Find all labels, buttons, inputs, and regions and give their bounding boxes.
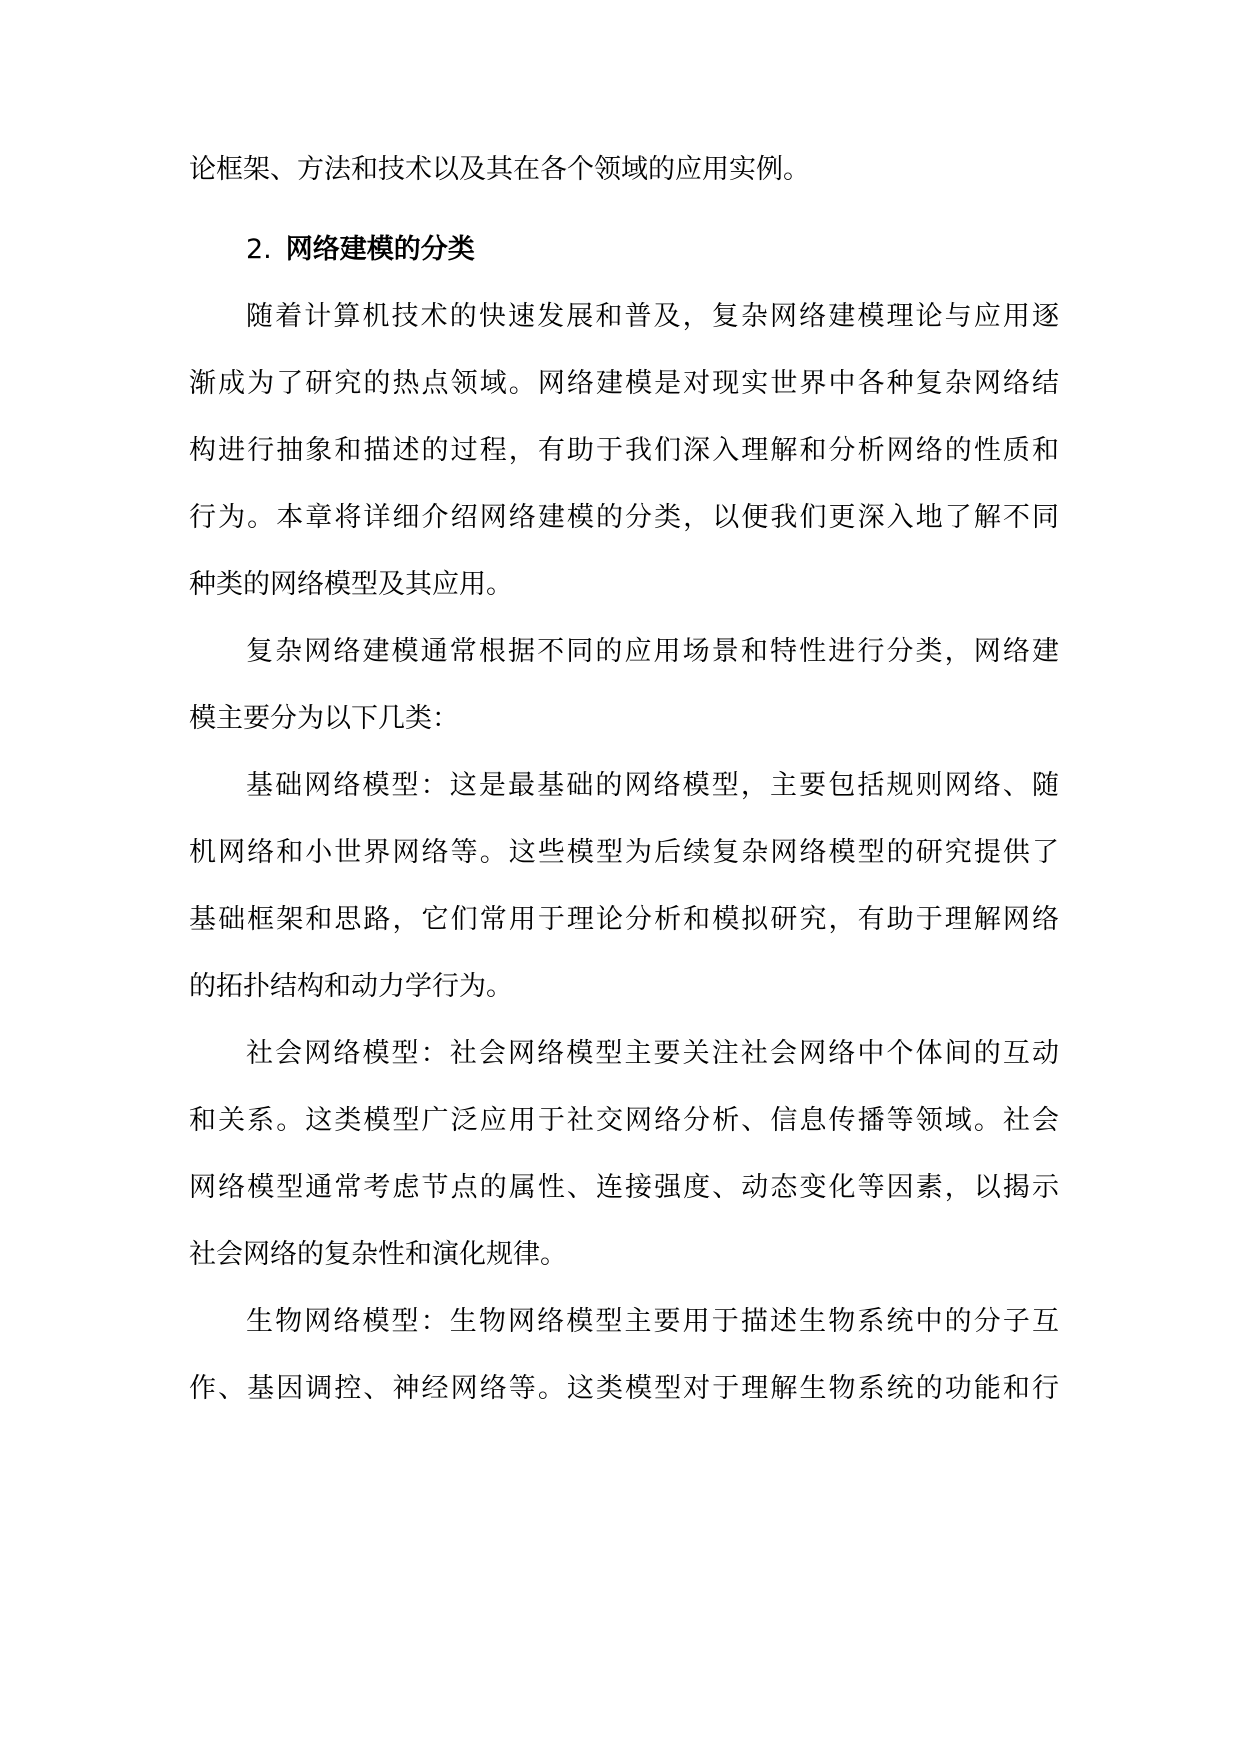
paragraph-line: 机网络和小世界网络等。这些模型为后续复杂网络模型的研究提供了 [189,837,1059,868]
paragraph-line: 和关系。这类模型广泛应用于社交网络分析、信息传播等领域。社会 [189,1105,1059,1136]
paragraph-line: 社会网络的复杂性和演化规律。 [189,1239,567,1270]
continuation-line: 论框架、方法和技术以及其在各个领域的应用实例。 [189,154,810,185]
paragraph-line: 基础框架和思路，它们常用于理论分析和模拟研究，有助于理解网络 [189,904,1059,935]
paragraph-line: 的拓扑结构和动力学行为。 [189,971,513,1002]
paragraph-line: 行为。本章将详细介绍网络建模的分类，以便我们更深入地了解不同 [189,502,1059,533]
paragraph-line: 生物网络模型：生物网络模型主要用于描述生物系统中的分子互 [246,1306,1059,1337]
paragraph-line: 复杂网络建模通常根据不同的应用场景和特性进行分类，网络建 [246,636,1059,667]
paragraph-line: 构进行抽象和描述的过程，有助于我们深入理解和分析网络的性质和 [189,435,1059,466]
paragraph-line: 基础网络模型：这是最基础的网络模型，主要包括规则网络、随 [246,770,1059,801]
paragraph-line: 种类的网络模型及其应用。 [189,569,513,600]
paragraph-line: 作、基因调控、神经网络等。这类模型对于理解生物系统的功能和行 [189,1373,1059,1404]
section-heading [246,230,475,270]
paragraph-line: 渐成为了研究的热点领域。网络建模是对现实世界中各种复杂网络结 [189,368,1059,399]
paragraph-line: 网络模型通常考虑节点的属性、连接强度、动态变化等因素，以揭示 [189,1172,1059,1203]
section-number: 2. [246,234,272,265]
paragraph-line: 随着计算机技术的快速发展和普及，复杂网络建模理论与应用逐 [246,301,1059,332]
paragraph-line: 社会网络模型：社会网络模型主要关注社会网络中个体间的互动 [246,1038,1059,1069]
paragraph-line: 模主要分为以下几类： [189,703,459,734]
section-title: 网络建模的分类 [285,234,475,265]
